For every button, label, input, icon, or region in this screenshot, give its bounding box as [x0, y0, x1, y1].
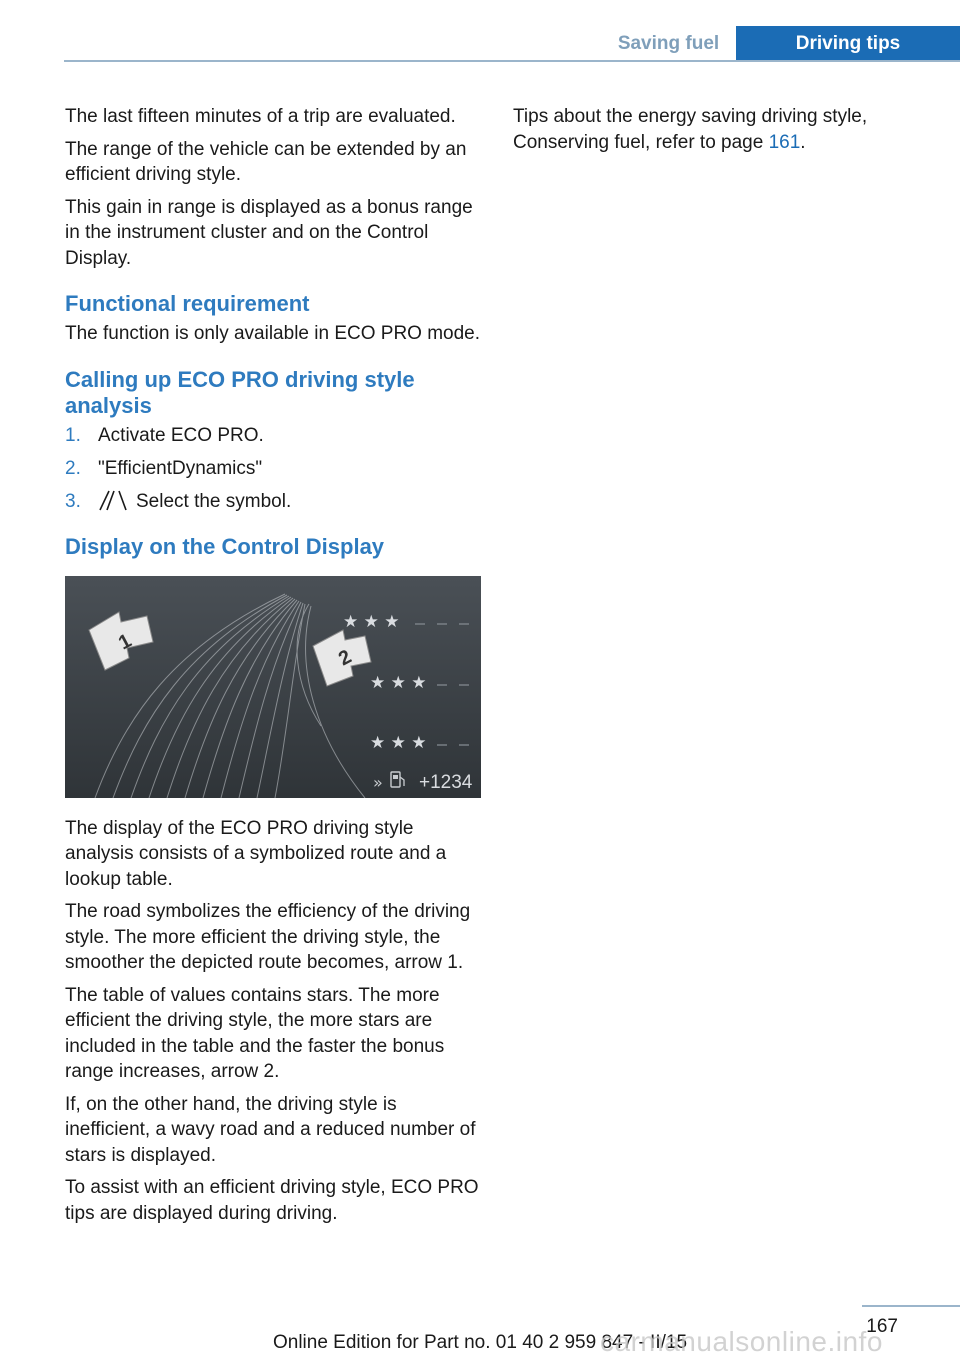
intro-paragraph-1: The last fifteen minutes of a trip are evaluated.	[65, 106, 456, 127]
star-row-2: ★ ★ ★	[370, 672, 427, 693]
display-paragraph-1: The display of the ECO PRO driving style analysis consists of a symbolized route and a lookup table.	[65, 817, 447, 890]
display-paragraph-4: If, on the other hand, the driving style is inefficient, a wavy road and a reduced number of stars is displayed.	[65, 1093, 476, 1166]
heading-calling-up-analysis: Calling up ECO PRO driving style analysis	[65, 366, 415, 418]
bonus-range-value: +1234	[419, 771, 473, 793]
left-column	[65, 104, 483, 1233]
watermark: carmanualsonline.info	[600, 1326, 883, 1357]
display-paragraph-5: To assist with an efficient driving style, ECO PRO tips are displayed during driving.	[65, 1177, 479, 1224]
step-number: 1.	[65, 424, 81, 446]
tab-saving-fuel[interactable]: Saving fuel	[617, 33, 720, 54]
step-2	[65, 456, 483, 481]
footer-edition: Online Edition for Part no. 01 40 2 959 847 - II/15	[272, 1332, 688, 1353]
page-reference-link[interactable]: 161	[768, 131, 801, 153]
star-row-1: ★ ★ ★	[343, 611, 400, 632]
tips-text-end: .	[800, 131, 806, 153]
figure-graphic	[65, 576, 481, 798]
tips-text: Tips about the energy saving driving style, Conserving fuel, refer to page	[513, 106, 868, 153]
tips-paragraph	[513, 104, 913, 155]
step-text: Activate ECO PRO.	[98, 424, 264, 446]
road-symbol-icon	[98, 489, 128, 511]
step-1	[65, 423, 483, 448]
display-paragraph-2: The road symbolizes the efficiency of the driving style. The more efficient the driving style, the smoother the depicted route becomes, arrow 1.	[65, 901, 471, 973]
step-text: Select the symbol.	[136, 490, 292, 512]
header-tabs	[601, 26, 960, 62]
intro-paragraph-2: The range of the vehicle can be extended by an efficient driving style.	[65, 138, 467, 185]
bonus-chevron: »	[373, 772, 383, 792]
page-number: 167	[866, 1316, 898, 1337]
arrow-2-label: 2	[335, 645, 356, 670]
step-3	[65, 489, 483, 514]
star-row-3: ★ ★ ★	[370, 732, 427, 753]
right-column	[513, 104, 913, 162]
eco-pro-analysis-figure	[65, 576, 481, 798]
arrow-1-label: 1	[115, 629, 136, 654]
heading-functional-requirement: Functional requirement	[65, 291, 310, 316]
display-paragraph-3: The table of values contains stars. The more efficient the driving style, the more stars are included in the table and the faster the bonus range increases, arrow 2.	[65, 984, 445, 1082]
intro-paragraph-3: This gain in range is displayed as a bonus range in the instrument cluster and on the Control Display.	[65, 196, 473, 269]
steps-list	[65, 423, 483, 514]
step-number: 2.	[65, 457, 81, 479]
header-rule	[64, 60, 960, 62]
tab-driving-tips[interactable]: Driving tips	[736, 26, 960, 62]
heading-display-control: Display on the Control Display	[65, 533, 385, 559]
footer-rule	[862, 1305, 960, 1307]
functional-requirement-text: The function is only available in ECO PRO mode.	[65, 323, 481, 344]
step-number: 3.	[65, 490, 81, 512]
step-text: "EfficientDynamics"	[98, 457, 263, 479]
